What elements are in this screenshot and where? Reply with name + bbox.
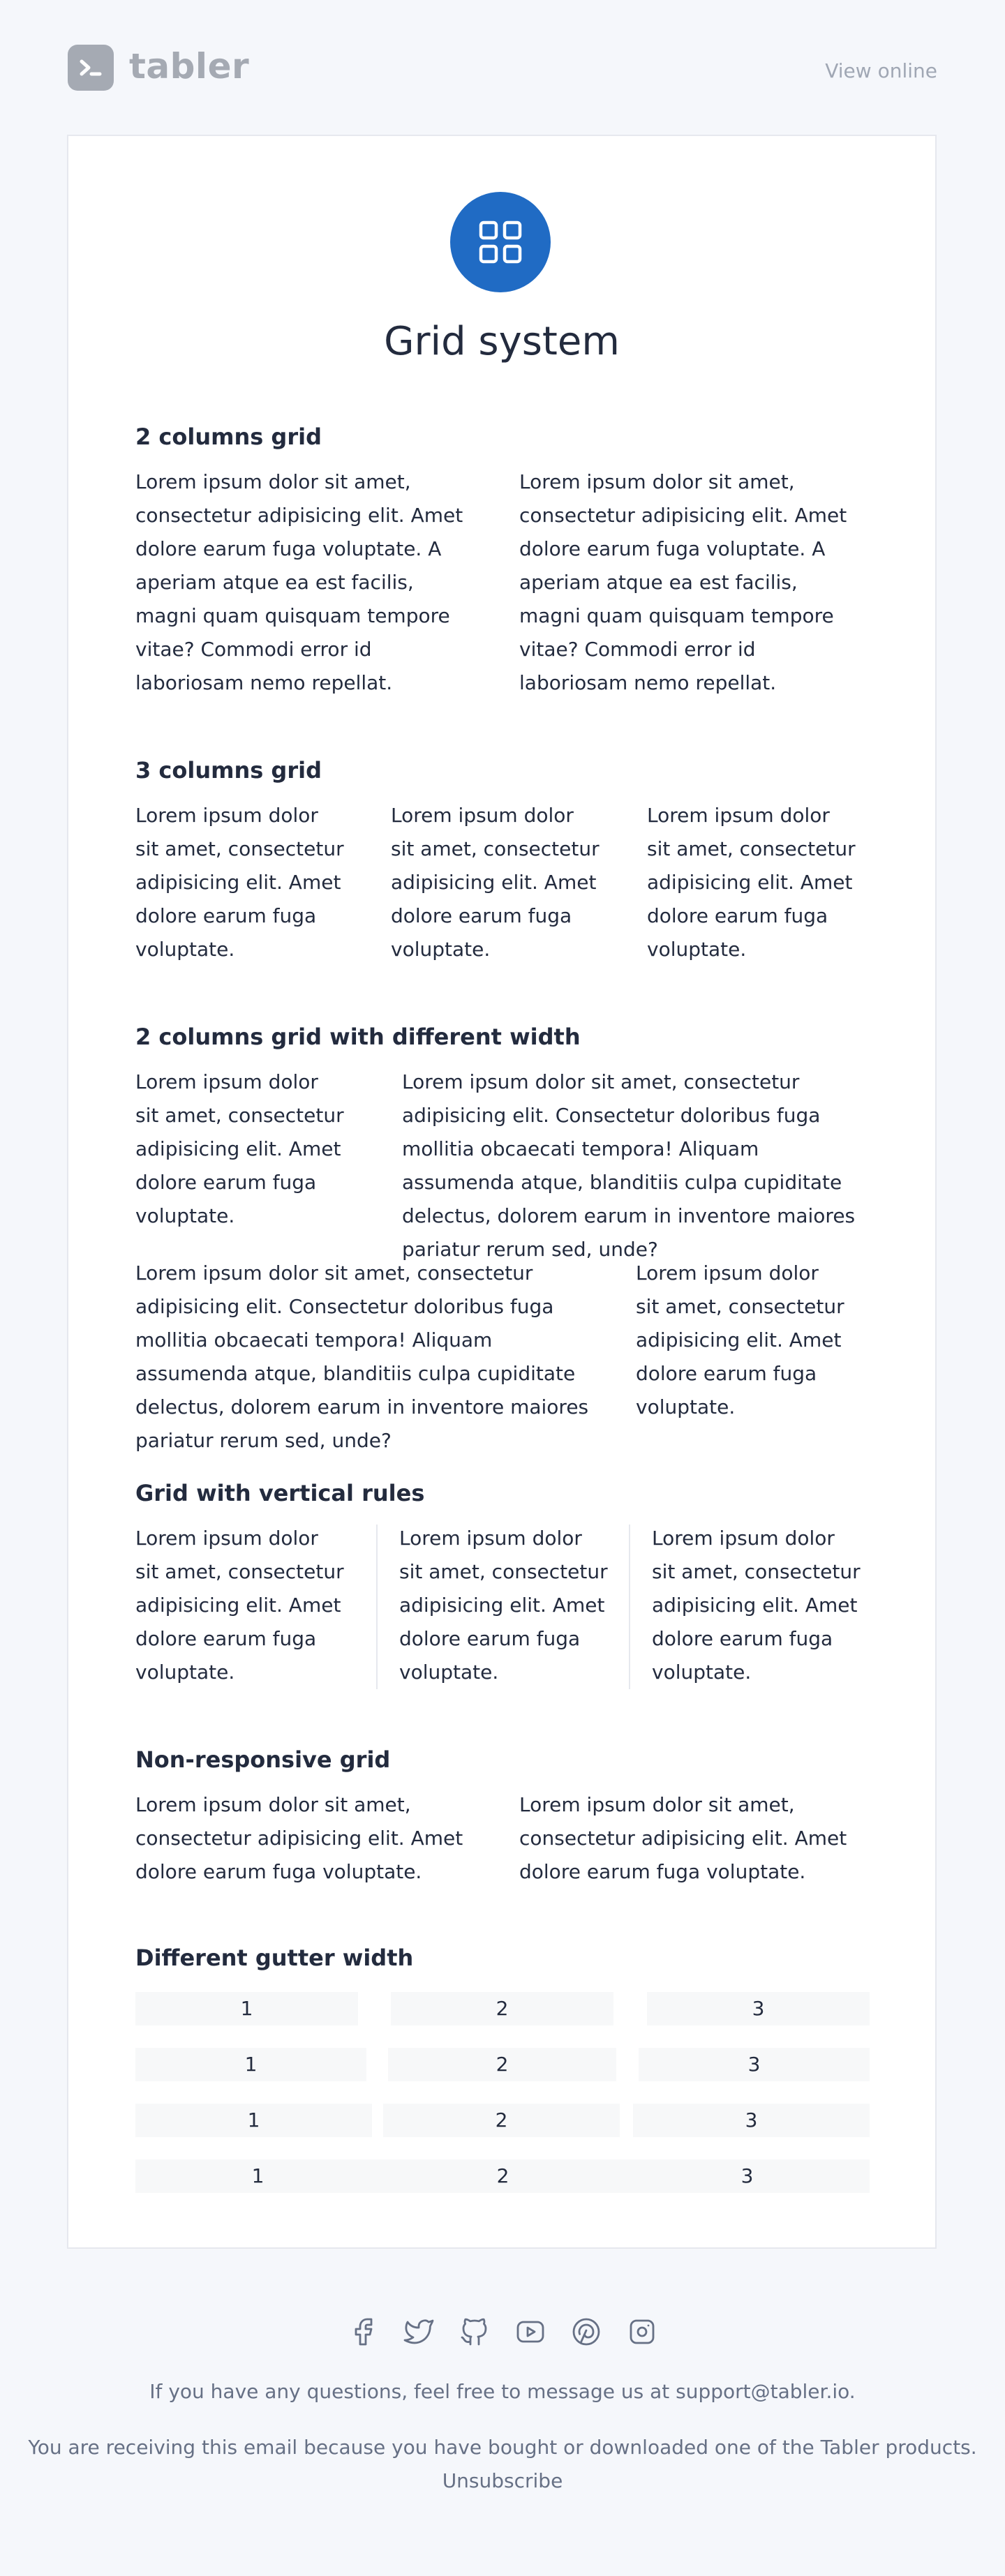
gutter-cell: 1 bbox=[135, 2104, 372, 2137]
diff-width-row2-narrow: Lorem ipsum dolor sit amet, consectetur adipisicing elit. Amet dolore earum fuga voluptate. bbox=[636, 1261, 844, 1418]
diff-width-row1-narrow: Lorem ipsum dolor sit amet, consectetur adipisicing elit. Amet dolore earum fuga voluptate. bbox=[135, 1070, 344, 1227]
view-online-link[interactable]: View online bbox=[825, 59, 937, 82]
section-title-three-columns: 3 columns grid bbox=[135, 757, 322, 784]
section-title-different-width: 2 columns grid with different width bbox=[135, 1024, 581, 1050]
grid-icon bbox=[450, 192, 551, 292]
gutter-cell: 2 bbox=[391, 1992, 613, 2025]
vertical-rule-divider bbox=[629, 1525, 630, 1689]
two-col-text-2: Lorem ipsum dolor sit amet, consectetur adipisicing elit. Amet dolore earum fuga voluptate. A aperiam atque ea est facilis, magni quam quisquam tempore vitae? Commodi error id laboriosam nemo repellat. bbox=[519, 470, 847, 694]
instagram-icon[interactable] bbox=[625, 2315, 659, 2349]
gutter-cell: 2 bbox=[388, 2048, 616, 2081]
vertical-rules-text-1: Lorem ipsum dolor sit amet, consectetur adipisicing elit. Amet dolore earum fuga voluptate. bbox=[135, 1527, 344, 1684]
youtube-icon[interactable] bbox=[514, 2315, 547, 2349]
email-header bbox=[68, 45, 937, 91]
email-card bbox=[67, 135, 937, 2249]
vertical-rule-divider bbox=[376, 1525, 378, 1689]
section-title-vertical-rules: Grid with vertical rules bbox=[135, 1480, 425, 1506]
section-title-non-responsive: Non-responsive grid bbox=[135, 1746, 391, 1773]
unsubscribe-link[interactable]: Unsubscribe bbox=[442, 2469, 563, 2492]
brand-name[interactable]: tabler bbox=[129, 46, 250, 87]
vertical-rules-text-3: Lorem ipsum dolor sit amet, consectetur adipisicing elit. Amet dolore earum fuga voluptate. bbox=[652, 1527, 861, 1684]
twitter-icon[interactable] bbox=[402, 2315, 436, 2349]
gutter-cell: 2 bbox=[383, 2104, 620, 2137]
gutter-cell: 2 bbox=[380, 2159, 625, 2193]
diff-width-row1-wide: Lorem ipsum dolor sit amet, consectetur adipisicing elit. Consectetur doloribus fuga mollitia obcaecati tempora! Aliquam assumenda atque, blanditiis culpa cupiditate delectus, dolorem earum in inventore maiores pariatur rerum sed, unde? bbox=[402, 1070, 856, 1261]
two-col-text-1: Lorem ipsum dolor sit amet, consectetur adipisicing elit. Amet dolore earum fuga voluptate. A aperiam atque ea est facilis, magni quam quisquam tempore vitae? Commodi error id laboriosam nemo repellat. bbox=[135, 470, 463, 694]
section-title-gutter: Different gutter width bbox=[135, 1945, 414, 1971]
gutter-cell: 1 bbox=[135, 2159, 380, 2193]
facebook-icon[interactable] bbox=[346, 2315, 380, 2349]
page-title: Grid system bbox=[384, 319, 620, 364]
three-col-text-3: Lorem ipsum dolor sit amet, consectetur adipisicing elit. Amet dolore earum fuga voluptate. bbox=[647, 804, 856, 961]
github-icon[interactable] bbox=[458, 2315, 491, 2349]
footer-receiving-text: You are receiving this email because you have bought or downloaded one of the Tabler products. bbox=[28, 2436, 977, 2459]
non-responsive-text-1: Lorem ipsum dolor sit amet, consectetur adipisicing elit. Amet dolore earum fuga voluptate. bbox=[135, 1793, 463, 1883]
non-responsive-text-2: Lorem ipsum dolor sit amet, consectetur adipisicing elit. Amet dolore earum fuga voluptate. bbox=[519, 1793, 847, 1883]
footer-contact-text: If you have any questions, feel free to message us at support@tabler.io. bbox=[149, 2380, 856, 2403]
gutter-cell: 1 bbox=[135, 1992, 358, 2025]
section-title-two-columns: 2 columns grid bbox=[135, 424, 322, 450]
three-col-text-2: Lorem ipsum dolor sit amet, consectetur adipisicing elit. Amet dolore earum fuga voluptate. bbox=[391, 804, 600, 961]
gutter-cell: 1 bbox=[135, 2048, 366, 2081]
vertical-rules-text-2: Lorem ipsum dolor sit amet, consectetur adipisicing elit. Amet dolore earum fuga voluptate. bbox=[399, 1527, 608, 1684]
diff-width-row2-wide: Lorem ipsum dolor sit amet, consectetur adipisicing elit. Consectetur doloribus fuga mollitia obcaecati tempora! Aliquam assumenda atque, blanditiis culpa cupiditate delectus, dolorem earum in inventore maiores pariatur rerum sed, unde? bbox=[135, 1261, 589, 1452]
gutter-cell: 3 bbox=[633, 2104, 870, 2137]
tabler-logo-icon[interactable] bbox=[68, 45, 114, 91]
pinterest-icon[interactable] bbox=[570, 2315, 603, 2349]
gutter-cell: 3 bbox=[639, 2048, 870, 2081]
gutter-cell: 3 bbox=[625, 2159, 870, 2193]
gutter-cell: 3 bbox=[647, 1992, 870, 2025]
three-col-text-1: Lorem ipsum dolor sit amet, consectetur adipisicing elit. Amet dolore earum fuga voluptate. bbox=[135, 804, 344, 961]
